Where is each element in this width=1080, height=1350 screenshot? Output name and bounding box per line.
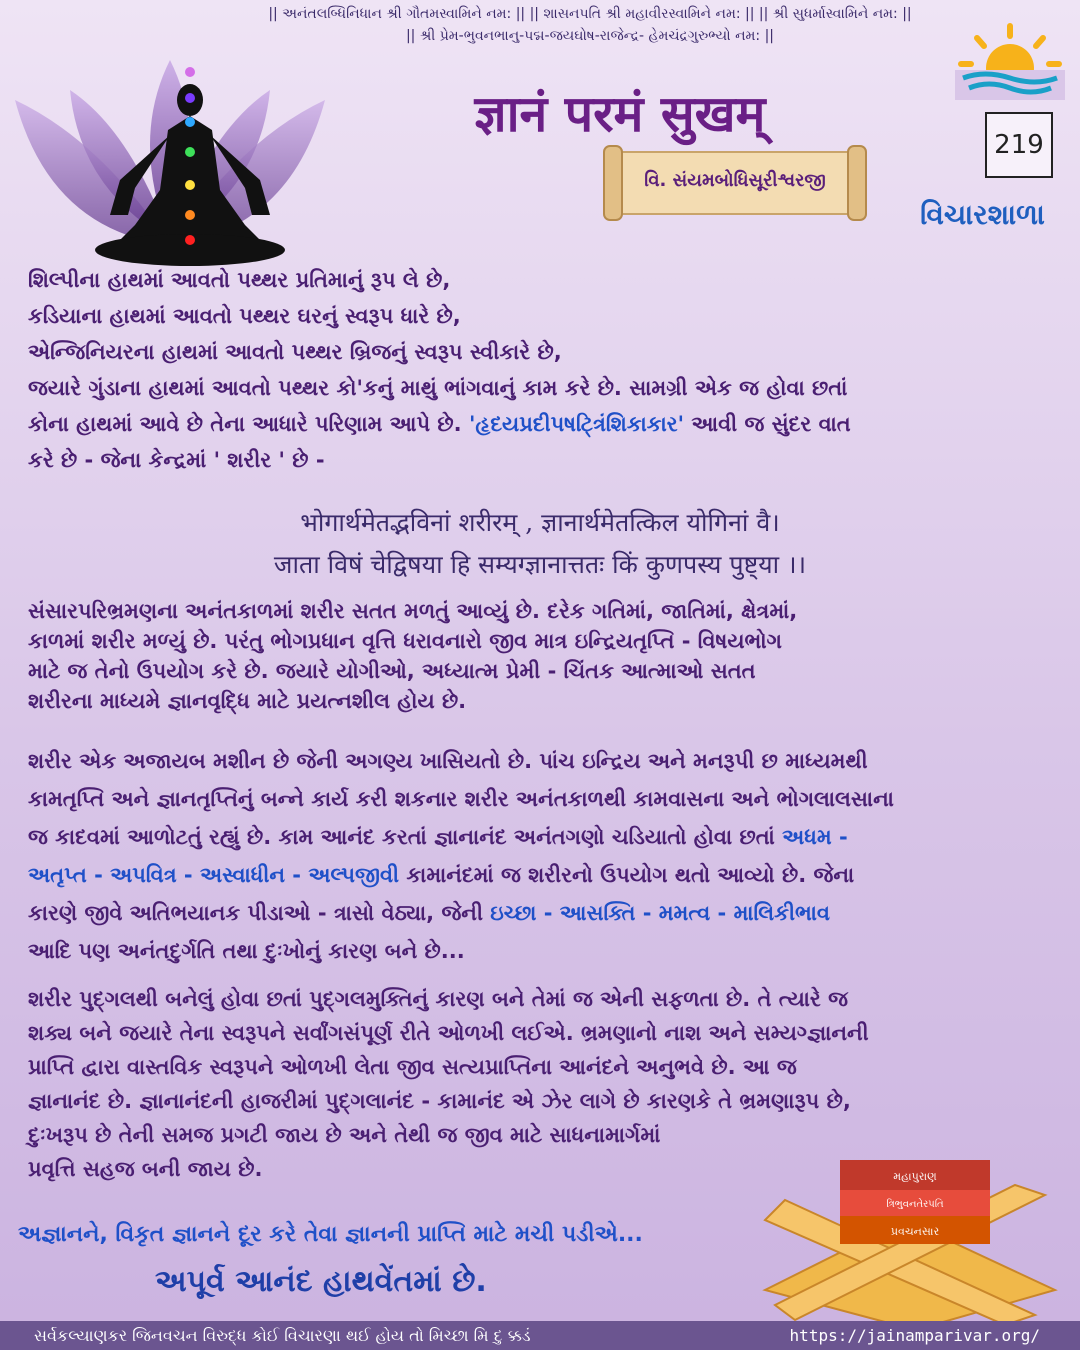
paragraph-2 [28,596,1052,716]
text-line: જયારે ગુંડાના હાથમાં આવતો પથ્થર કો'કનું માથું ભાંગવાનું કામ કરે છે. સામગ્રી એક જ હોવા છતાં [28,376,848,400]
text-line: શરીર પુદ્ગલથી બનેલું હોવા છતાં પુદ્ગલમુક્તિનું કારણ બને તેમાં જ એની સફળતા છે. તે ત્યારે જ [28,987,848,1011]
text-line [28,856,1052,894]
highlight-text: 'હૃદયપ્રદીપષટ્ત્રિંશિકાકાર' [468,412,685,436]
lotus-meditation-illustration [10,40,330,270]
footer-note: સર્વકલ્યાણકર જિનવચન વિરુદ્ધ કોઈ વિચારણા થઈ હોય તો મિચ્છા મિ દુ ક્કડં [34,1326,531,1345]
header-mantra-line-1: || અનંતલબ્ધિનિધાન શ્રી ગૌતમસ્વામિને નમ: || || શાસનપતિ શ્રી મહાવીરસ્વામિને નમ: || || શ્રી સુધર્માસ્વામિને નમ: || [268,6,912,22]
issue-number-box [985,112,1053,178]
text-segment: કારણે જીવે અતિભયાનક પીડાઓ - ત્રાસો વેઠ્યા, જેની [28,901,491,925]
text-line: આદિ પણ અનંતદુર્ગતિ તથા દુઃખોનું કારણ બને છે... [28,939,465,963]
sun-logo-icon [955,20,1065,100]
highlight-text: ઇચ્છા - આસક્તિ - મમત્વ - માલિકીભાવ [490,901,831,925]
text-line: પ્રાપ્તિ દ્વારા વાસ્તવિક સ્વરૂપને ઓળખી લેતા જીવ સત્યપ્રાપ્તિના આનંદને અનુભવે છે. આ જ [28,1055,797,1079]
closing-line-1: અજ્ઞાનને, વિકૃત જ્ઞાનને દૂર કરે તેવા જ્ઞાનની પ્રાપ્તિ માટે મચી પડીએ... [18,1222,643,1247]
text-line [28,818,1052,856]
sanskrit-verse [40,502,1040,586]
text-line: કડિયાના હાથમાં આવતો પથ્થર ઘરનું સ્વરૂપ ધારે છે, [28,304,461,328]
highlight-text: અધમ - [782,825,848,849]
text-line [28,894,1052,932]
book-label-1: મહાપુરાણ [893,1170,937,1183]
paragraph-3 [28,742,1052,970]
book-label-2: ત્રિભુવનતેરપતિ [886,1199,944,1210]
text-line [28,406,1052,442]
text-line: શક્ય બને જયારે તેના સ્વરૂપને સર્વાંગસંપૂર્ણ રીતે ઓળખી લઈએ. ભ્રમણાનો નાશ અને સમ્યગ્જ્ઞાનની [28,1021,869,1045]
footer-bar [0,1321,1080,1350]
text-line: કામતૃપ્તિ અને જ્ઞાનતૃપ્તિનું બન્ને કાર્ય કરી શકનાર શરીર અનંતકાળથી કામવાસના અને ભોગલાલસાના [28,787,894,811]
website-link[interactable]: https://jainamparivar.org/ [789,1326,1040,1345]
issue-number: 219 [994,130,1044,160]
text-line: શરીર એક અજાયબ મશીન છે જેની અગણ્ય ખાસિયતો છે. પાંચ ઇન્દ્રિય અને મનરૂપી છ માધ્યમથી [28,749,868,773]
book-label-3: પ્રવચનસાર [890,1225,940,1238]
verse-line: जाता विषं चेद्विषया हि सम्यग्ज्ञानात्ततः किं कुणपस्य पुष्ट्या ।। [273,550,807,579]
header-mantra-line-2: || શ્રી પ્રેમ-ભુવનભાનુ-પદ્મ-જયઘોષ-રાજેન્દ્ર- હેમચંદ્રગુરુભ્યો નમ: || [405,28,775,44]
text-line: કરે છે - જેના કેન્દ્રમાં ' શરીર ' છે - [28,448,325,472]
text-segment: કામાનંદમાં જ શરીરનો ઉપયોગ થતો આવ્યો છે. જેના [399,863,855,887]
verse-line: भोगार्थमेतद्भविनां शरीरम् , ज्ञानार्थमेतत्किल योगिनां वै। [300,508,780,537]
text-line: કાળમાં શરીર મળ્યું છે. પરંતુ ભોગપ્રધાન વૃત્તિ ધરાવનારો જીવ માત્ર ઇન્દ્રિયતૃપ્તિ - વિષયભોગ [28,629,782,653]
page-title: ज्ञानं परमं सुखम् [474,84,766,143]
author-name: વિ. સંયમબોધિસૂરીશ્વરજી [644,170,826,191]
text-line: એન્જિનિયરના હાથમાં આવતો પથ્થર બ્રિજનું સ્વરૂપ સ્વીકારે છે, [28,340,562,364]
text-line: સંસારપરિભ્રમણના અનંતકાળમાં શરીર સતત મળતું આવ્યું છે. દરેક ગતિમાં, જાતિમાં, ક્ષેત્રમાં, [28,599,798,623]
text-line: માટે જ તેનો ઉપયોગ કરે છે. જયારે યોગીઓ, અધ્યાત્મ પ્રેમી - ચિંતક આત્માઓ સતત [28,659,756,683]
text-line: દુઃખરૂપ છે તેની સમજ પ્રગટી જાય છે અને તેથી જ જીવ માટે સાધનામાર્ગમાં [28,1123,661,1147]
category-label: વિચારશાળા [920,198,1045,231]
text-segment: જ કાદવમાં આળોટતું રહ્યું છે. કામ આનંદ કરતાં જ્ઞાનાનંદ અનંતગણો ચડિયાતો હોવા છતાં [28,825,783,849]
intro-paragraph [28,262,1052,478]
text-segment: કોના હાથમાં આવે છે તેના આધારે પરિણામ આપે છે. [28,412,469,436]
text-line: શરીરના માધ્યમે જ્ઞાનવૃદ્ધિ માટે પ્રયત્નશીલ હોય છે. [28,689,467,713]
highlight-text: અતૃપ્ત - અપવિત્ર - અસ્વાધીન - અલ્પજીવી [28,863,400,887]
text-segment: આવી જ સુંદર વાત [684,412,851,436]
closing-line-2: અપૂર્વ આનંદ હાથવેંતમાં છે. [155,1264,487,1299]
text-line: પ્રવૃત્તિ સહજ બની જાય છે. [28,1157,263,1181]
stacked-books-illustration [755,1140,1065,1330]
text-line: જ્ઞાનાનંદ છે. જ્ઞાનાનંદની હાજરીમાં પુદ્ગલાનંદ - કામાનંદ એ ઝેર લાગે છે કારણકે તે ભ્રમણારૂપ છે, [28,1089,851,1113]
text-line: શિલ્પીના હાથમાં આવતો પથ્થર પ્રતિમાનું રૂપ લે છે, [28,268,451,292]
